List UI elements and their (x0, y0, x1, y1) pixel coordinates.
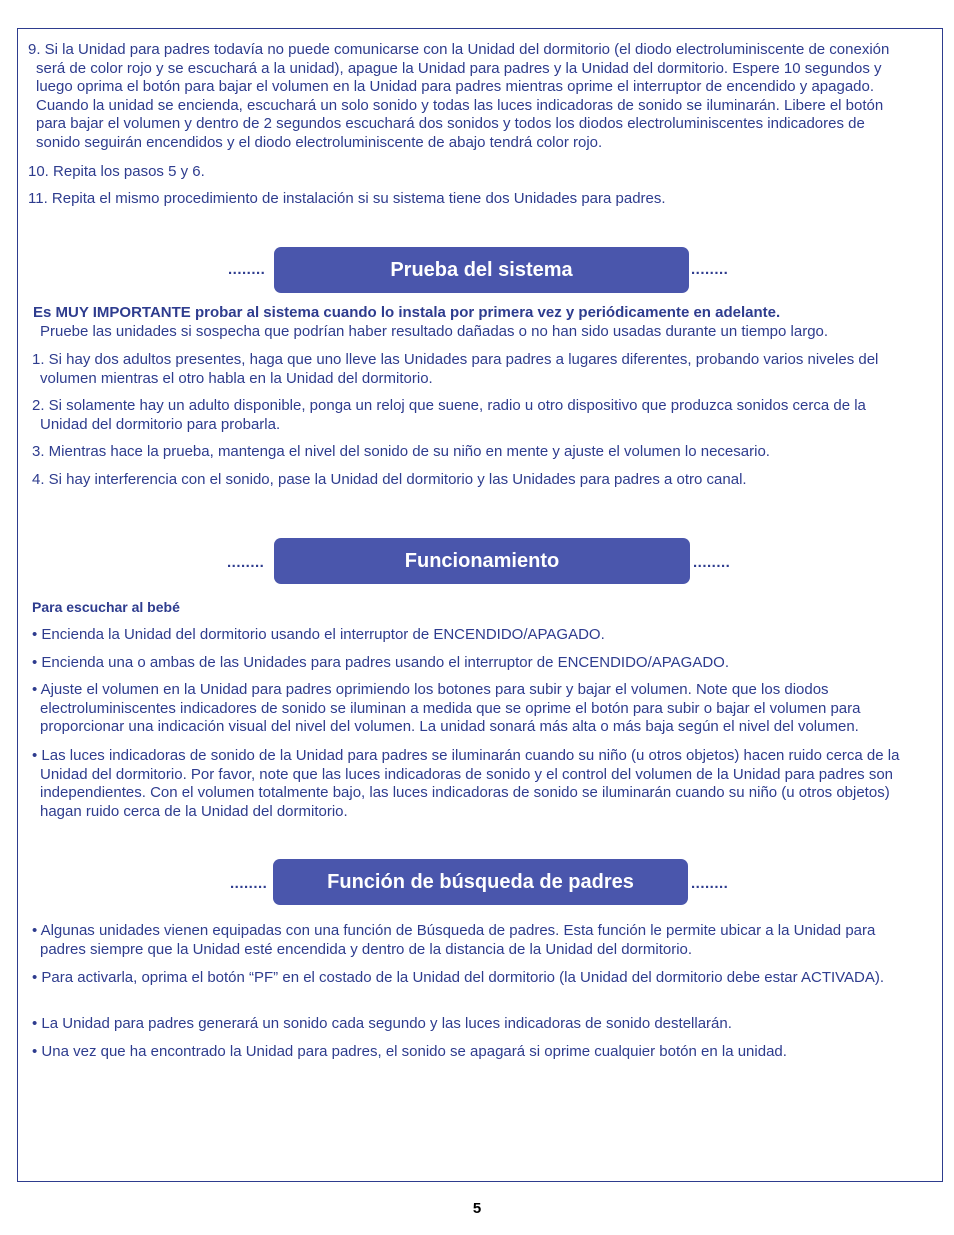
section-title: Función de búsqueda de padres (327, 870, 634, 893)
finder-bullet-2: • Para activarla, oprima el botón “PF” en el costado de la Unidad del dormitorio (la Unidad del dormitorio debe estar ACTIVADA). (32, 969, 885, 986)
finder-bullet-3: • La Unidad para padres generará un sonido cada segundo y las luces indicadoras de sonido destellarán. (32, 1015, 732, 1032)
banner-dots-right: ........ (691, 875, 729, 892)
operation-bullet-4: • Las luces indicadoras de sonido de la Unidad para padres se iluminarán cuando su niño (u otros objetos) hacen ruido cerca de la Unidad del dormitorio. Por favor, note que las luces indicadoras de sonido y el control del volumen de la Unidad para padres son independientes. Con el volumen totalmente bajo, las luces indicadoras de sonido se iluminarán cuando su niño (u otros objetos) hagan ruido cerca de la Unidad del dormitorio. (32, 747, 900, 820)
operation-bullet-1: • Encienda la Unidad del dormitorio usando el interruptor de ENCENDIDO/APAGADO. (32, 626, 605, 643)
section-title: Prueba del sistema (390, 258, 573, 281)
banner-dots-right: ........ (693, 554, 731, 571)
section-banner-operation (274, 538, 690, 584)
subheading-listen: Para escuchar al bebé (32, 599, 180, 615)
test-item-4: 4. Si hay interferencia con el sonido, pase la Unidad del dormitorio y las Unidades para padres a otro canal. (32, 471, 747, 488)
operation-bullet-3: • Ajuste el volumen en la Unidad para padres oprimiendo los botones para subir y bajar el volumen. Note que los diodos electroluminiscentes indicadores de sonido se iluminan a medida que se oprime el botón para subir o bajar el volumen para proporcionar una indicación visual del nivel del volumen. La unidad sonará más alta o más baja según el nivel del volumen. (32, 681, 861, 735)
operation-bullet-2: • Encienda una o ambas de las Unidades para padres usando el interruptor de ENCENDIDO/APAGADO. (32, 654, 730, 671)
banner-dots-left: ........ (228, 261, 266, 278)
page-number: 5 (472, 1200, 482, 1217)
install-step-9: 9. Si la Unidad para padres todavía no puede comunicarse con la Unidad del dormitorio (el diodo electroluminiscente de conexión será de color rojo y se escuchará a la unidad), apague la Unidad para padres y la Unidad del dormitorio. Espere 10 segundos y luego oprima el botón para bajar el volumen en la Unidad para padres mientras oprime el interruptor de encendido y apagado. Cuando la unidad se encienda, escuchará un solo sonido y todas las luces indicadoras de sonido se iluminarán. Libere el botón para bajar el volumen y dentro de 2 segundos escuchará dos sonidos y todos los diodos electroluminiscentes indicadores de sonido seguirán encendidos y el diodo electroluminiscente de abajo tendrá color rojo. (28, 41, 890, 151)
install-step-11: 11. Repita el mismo procedimiento de instalación si su sistema tiene dos Unidades para padres. (28, 190, 666, 207)
test-item-2: 2. Si solamente hay un adulto disponible, ponga un reloj que suene, radio u otro dispositivo que produzca sonidos cerca de la Unidad del dormitorio para probarla. (32, 397, 866, 433)
finder-bullet-1: • Algunas unidades vienen equipadas con una función de Búsqueda de padres. Esta función le permite ubicar a la Unidad para padres siempre que la Unidad esté encendida y dentro de la distancia de la Unidad del dormitorio. (32, 922, 876, 958)
test-item-3: 3. Mientras hace la prueba, mantenga el nivel del sonido de su niño en mente y ajuste el volumen lo necesario. (32, 443, 770, 460)
banner-dots-left: ........ (227, 554, 265, 571)
banner-dots-left: ........ (230, 875, 268, 892)
important-note: Es MUY IMPORTANTE probar al sistema cuando lo instala por primera vez y periódicamente en adelante. (33, 304, 781, 321)
test-item-1: 1. Si hay dos adultos presentes, haga que uno lleve las Unidades para padres a lugares diferentes, probando varios niveles del volumen mientras el otro habla en la Unidad del dormitorio. (32, 351, 879, 387)
section-banner-system-test (274, 247, 689, 293)
banner-dots-right: ........ (691, 261, 729, 278)
section-banner-parent-finder (273, 859, 688, 905)
important-note-detail: Pruebe las unidades si sospecha que podrían haber resultado dañadas o no han sido usadas durante un tiempo largo. (40, 323, 829, 340)
section-title: Funcionamiento (404, 549, 560, 572)
finder-bullet-4: • Una vez que ha encontrado la Unidad para padres, el sonido se apagará si oprime cualquier botón en la unidad. (32, 1043, 787, 1060)
install-step-10: 10. Repita los pasos 5 y 6. (28, 163, 205, 180)
